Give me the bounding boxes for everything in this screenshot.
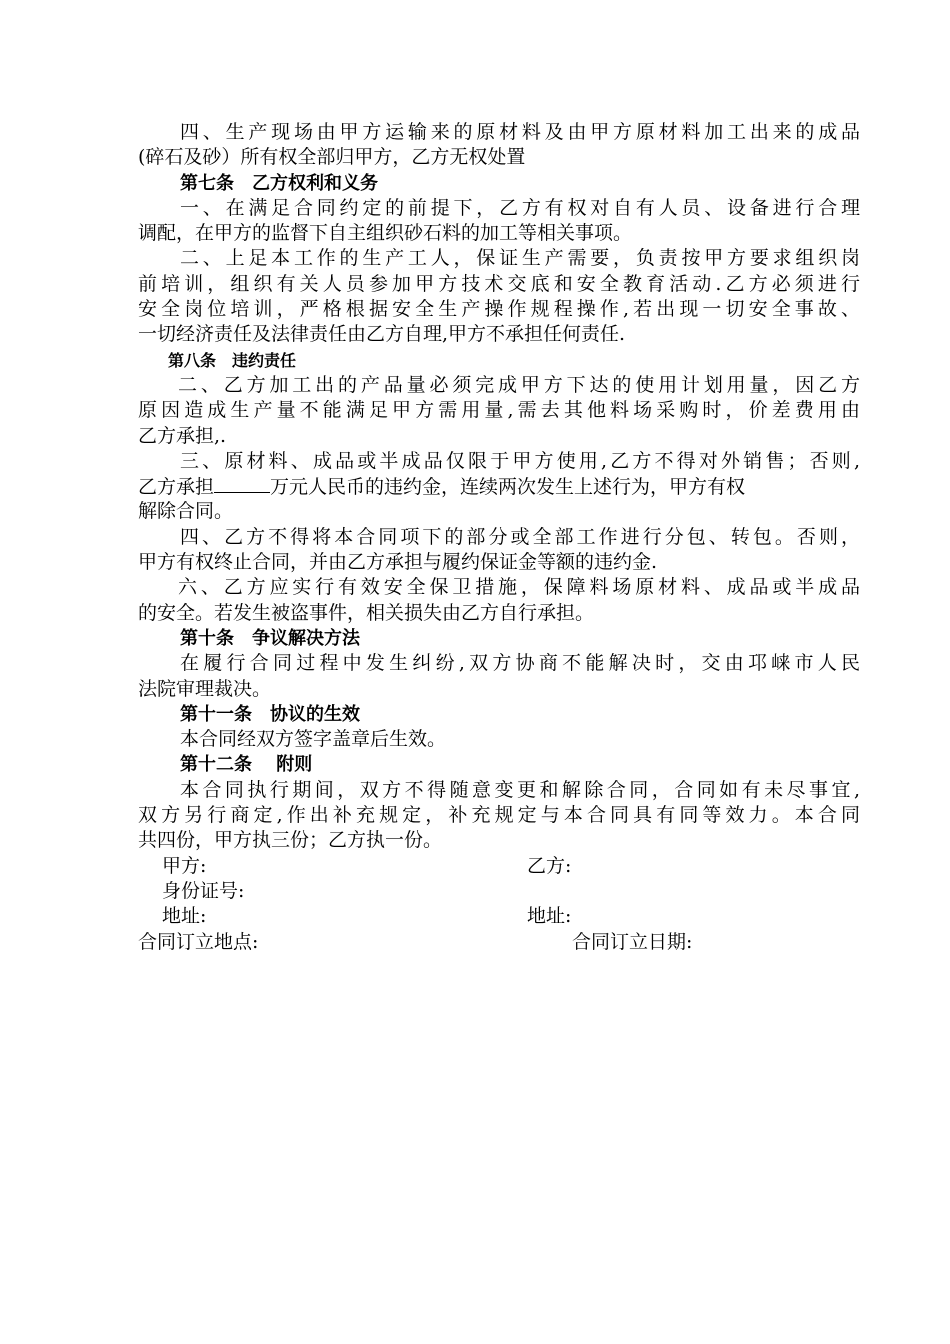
clause8-para2-line2: 原因造成生产量不能满足甲方需用量,需去其他料场采购时，价差费用由: [138, 399, 860, 422]
clause7-title: 第七条 乙方权利和义务: [180, 172, 378, 194]
clause8-para2-line1: 二、乙方加工出的产品量必须完成甲方下达的使用计划用量，因乙方: [178, 373, 860, 396]
clause8-para2-line3: 乙方承担,.: [138, 424, 227, 447]
clause8-para4-line1: 四、乙方不得将本合同项下的部分或全部工作进行分包、转包。否则，: [180, 525, 860, 548]
address-a-label: 地址:: [162, 905, 207, 928]
penalty-suffix: 万元人民币的违约金，连续两次发生上述行为，甲方有权: [270, 476, 746, 499]
clause6-para4-line2: (碎石及砂）所有权全部归甲方，乙方无权处置: [138, 146, 526, 169]
address-b-label: 地址:: [527, 905, 572, 928]
clause12-line3: 共四份，甲方执三份；乙方执一份。: [138, 829, 443, 852]
party-b-label: 乙方:: [527, 854, 572, 877]
contract-page: [138, 120, 860, 955]
clause8-title: 第八条 违约责任: [168, 350, 297, 370]
clause12-line1: 本合同执行期间，双方不得随意变更和解除合同，合同如有未尽事宜,: [180, 778, 860, 801]
clause7-para2-line4: 一切经济责任及法律责任由乙方自理,甲方不承担任何责任.: [138, 323, 626, 346]
penalty-prefix: 乙方承担: [138, 476, 215, 499]
clause8-para3-line3: 解除合同。: [138, 500, 234, 523]
clause8-para4-line2: 甲方有权终止合同，并由乙方承担与履约保证金等额的违约金.: [138, 551, 658, 574]
clause8-para6-line2: 的安全。若发生被盗事件，相关损失由乙方自行承担。: [138, 601, 595, 624]
party-a-label: 甲方:: [162, 854, 207, 877]
clause8-para6-line1: 六、乙方应实行有效安全保卫措施，保障料场原材料、成品或半成品: [178, 576, 860, 599]
sign-place-label: 合同订立地点:: [138, 930, 259, 953]
clause7-para2-line1: 二、上足本工作的生产工人，保证生产需要，负责按甲方要求组织岗: [180, 247, 860, 270]
clause10-title: 第十条 争议解决方法: [180, 627, 360, 649]
clause10-line1: 在履行合同过程中发生纠纷,双方协商不能解决时，交由邛崃市人民: [180, 652, 860, 675]
clause11-title: 第十一条 协议的生效: [180, 703, 360, 725]
clause10-line2: 法院审理裁决。: [138, 677, 272, 700]
id-number-label: 身份证号:: [162, 879, 245, 902]
clause8-para3-line2: [138, 474, 860, 499]
sign-date-label: 合同订立日期:: [572, 930, 693, 953]
signature-row-address: [138, 904, 860, 929]
clause6-para4-line1: 四、生产现场由甲方运输来的原材料及由甲方原材料加工出来的成品: [180, 121, 860, 143]
signature-row-id: [138, 879, 860, 904]
clause7-para1-line2: 调配，在甲方的监督下自主组织砂石料的加工等相关事项。: [138, 222, 633, 245]
clause7-para2-line3: 安全岗位培训，严格根据安全生产操作规程操作,若出现一切安全事故、: [138, 298, 860, 321]
penalty-amount-blank: [214, 474, 270, 493]
clause8-para3-line1: 三、原材料、成品或半成品仅限于甲方使用,乙方不得对外销售；否则,: [180, 449, 860, 472]
clause7-para1-line1: 一、在满足合同约定的前提下，乙方有权对自有人员、设备进行合理: [180, 196, 860, 219]
signature-row-place-date: [138, 930, 860, 955]
clause12-line2: 双方另行商定,作出补充规定，补充规定与本合同具有同等效力。本合同: [138, 804, 860, 827]
clause12-title: 第十二条 附则: [180, 754, 313, 776]
signature-row-parties: [138, 854, 860, 879]
clause11-line1: 本合同经双方签字盖章后生效。: [180, 728, 447, 751]
clause7-para2-line2: 前培训，组织有关人员参加甲方技术交底和安全教育活动.乙方必须进行: [138, 272, 860, 295]
